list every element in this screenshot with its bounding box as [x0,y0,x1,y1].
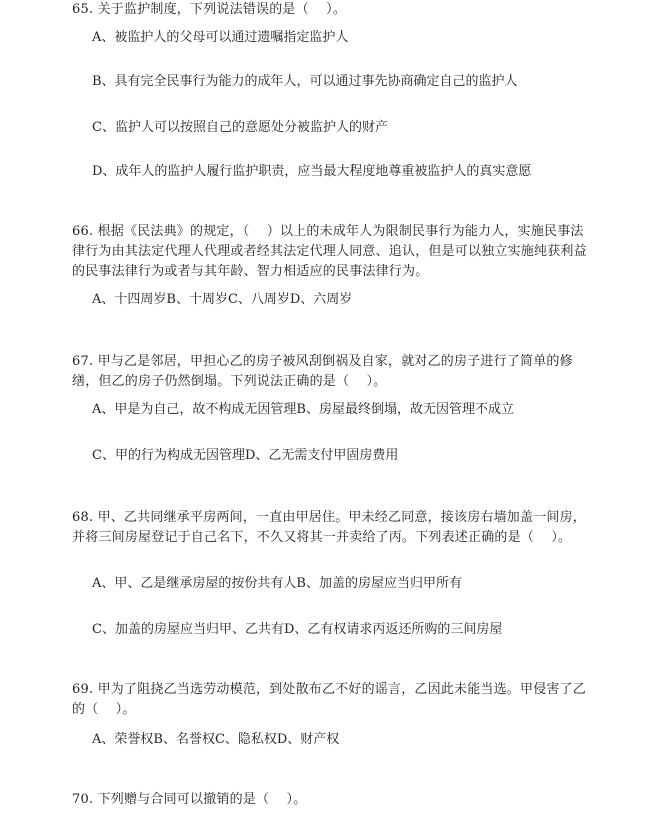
option-c: C、监护人可以按照自己的意愿处分被监护人的财产 [92,120,388,135]
question-66 [72,222,592,307]
question-68 [72,508,592,637]
question-stem: 66. 根据《民法典》的规定，（ ）以上的未成年人为限制民事行为能力人，实施民事法律行为由其法定代理人代理或者经其法定代理人同意、追认，但是可以独立实施纯获利益的民事法律行为或者与其年龄、智力相适应的民事法律行为。 [72,224,587,279]
question-70 [72,790,592,810]
question-stem: 69. 甲为了阻挠乙当选劳动模范，到处散布乙不好的谣言，乙因此未能当选。甲侵害了乙的（ ）。 [72,682,587,717]
option-ab: A、甲、乙是继承房屋的按份共有人B、加盖的房屋应当归甲所有 [92,576,462,591]
option-d: D、成年人的监护人履行监护职责，应当最大程度地尊重被监护人的真实意愿 [92,164,532,179]
option-a: A、被监护人的父母可以通过遗嘱指定监护人 [92,30,349,45]
option-abcd: A、荣誉权B、名誉权C、隐私权D、财产权 [92,732,340,747]
option-cd: C、加盖的房屋应当归甲、乙共有D、乙有权请求丙返还所购的三间房屋 [92,622,503,637]
option-b: B、具有完全民事行为能力的成年人，可以通过事先协商确定自己的监护人 [92,74,518,89]
option-abcd: A、十四周岁B、十周岁C、八周岁D、六周岁 [92,292,353,307]
question-67 [72,352,592,463]
question-stem: 70. 下列赠与合同可以撤销的是（ ）。 [72,792,307,807]
question-stem: 67. 甲与乙是邻居，甲担心乙的房子被风刮倒祸及自家，就对乙的房子进行了简单的修缮，但乙的房子仍然倒塌。下列说法正确的是（ ）。 [72,354,573,389]
question-stem: 65. 关于监护制度，下列说法错误的是（ ）。 [72,2,347,17]
question-65 [72,0,592,179]
option-cd: C、甲的行为构成无因管理D、乙无需支付甲固房费用 [92,448,399,463]
question-69 [72,680,592,747]
question-stem: 68. 甲、乙共同继承平房两间，一直由甲居住。甲未经乙同意，接该房右墙加盖一间房，并将三间房屋登记于自己名下，不久又将其一并卖给了丙。下列表述正确的是（ ）。 [72,510,587,545]
option-ab: A、甲是为自己，故不构成无因管理B、房屋最终倒塌，故无因管理不成立 [92,402,514,417]
